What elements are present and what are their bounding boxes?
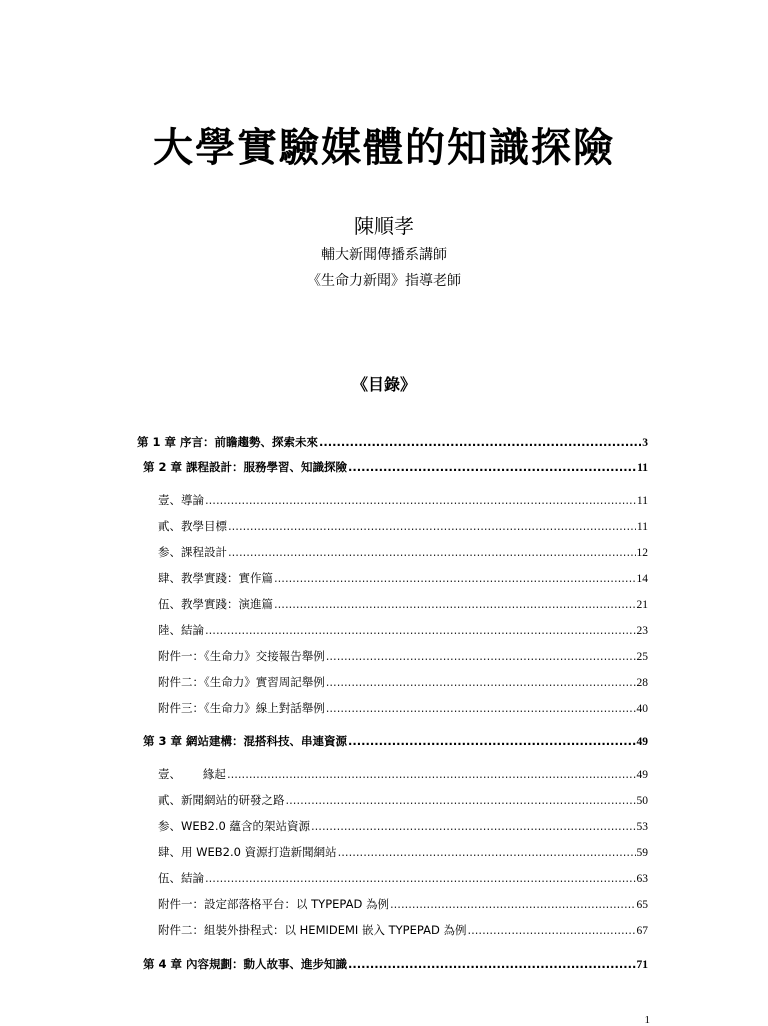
- toc-leader-dots: [338, 844, 636, 860]
- toc-entry-label: 伍、教學實踐：演進篇: [158, 597, 273, 611]
- toc-entry-label: 肆、用 WEB2.0 資源打造新聞網站: [158, 845, 337, 859]
- toc-leader-dots: [326, 700, 636, 716]
- toc-leader-dots: [205, 870, 636, 886]
- page-number: 1: [644, 1014, 650, 1026]
- toc-entry-label: 附件一：《生命力》交接報告舉例: [158, 649, 325, 663]
- toc-entry-label: 参、WEB2.0 蘊含的架站資源: [158, 819, 310, 833]
- toc-entry-section[interactable]: [158, 622, 648, 638]
- toc-leader-dots: [274, 570, 636, 586]
- toc-entry-section[interactable]: [158, 492, 648, 508]
- toc-leader-dots: [348, 733, 635, 749]
- toc-entry-label: 陸、結論: [158, 623, 204, 637]
- toc-entry-page: 23: [636, 625, 648, 637]
- toc-entry-section[interactable]: [158, 596, 648, 612]
- toc-entry-label: 伍、結論: [158, 871, 204, 885]
- toc-entry-page: 71: [636, 959, 648, 971]
- toc-entry-appendix[interactable]: [158, 700, 648, 716]
- document-title: 大學實驗媒體的知識探險: [153, 125, 615, 171]
- toc-entry-appendix[interactable]: [158, 648, 648, 664]
- toc-leader-dots: [227, 766, 636, 782]
- toc-entry-label: 附件二：組裝外掛程式：以 HEMIDEMI 嵌入 TYPEPAD 為例: [158, 923, 467, 937]
- toc-leader-dots: [205, 492, 636, 508]
- toc-leader-dots: [390, 896, 636, 912]
- toc-entry-section[interactable]: [158, 844, 648, 860]
- toc-leader-dots: [326, 674, 636, 690]
- toc-entry-label: 附件三：《生命力》線上對話舉例: [158, 701, 325, 715]
- toc-entry-label: 第 1 章 序言：前瞻趨勢、探索未來: [137, 435, 319, 449]
- toc-entry-page: 63: [636, 873, 648, 885]
- toc-entry-page: 50: [636, 795, 648, 807]
- toc-entry-page: 49: [636, 736, 648, 748]
- toc-entry-page: 40: [636, 703, 648, 715]
- toc-entry-page: 11: [636, 495, 648, 507]
- toc-leader-dots: [228, 544, 636, 560]
- toc-leader-dots: [205, 622, 636, 638]
- toc-entry-section[interactable]: [158, 544, 648, 560]
- toc-entry-chapter-2[interactable]: [143, 459, 648, 475]
- author-affiliation-2: 《生命力新聞》指導老師: [307, 273, 461, 289]
- toc-leader-dots: [228, 518, 636, 534]
- toc-entry-label: 第 3 章 網站建構：混搭科技、串連資源: [143, 734, 348, 748]
- toc-entry-page: 11: [636, 521, 648, 533]
- toc-entry-label: 壹、導論: [158, 493, 204, 507]
- toc-entry-label: 参、課程設計: [158, 545, 227, 559]
- toc-leader-dots: [286, 792, 636, 808]
- toc-entry-section[interactable]: [158, 518, 648, 534]
- toc-entry-appendix[interactable]: [158, 896, 648, 912]
- toc-leader-dots: [274, 596, 636, 612]
- toc-leader-dots: [348, 956, 635, 972]
- toc-entry-page: 53: [636, 821, 648, 833]
- toc-entry-page: 3: [642, 437, 648, 449]
- toc-entry-label: 壹、 緣起: [158, 767, 226, 781]
- toc-entry-page: 65: [636, 899, 648, 911]
- toc-entry-appendix[interactable]: [158, 922, 648, 938]
- toc-entry-chapter-1[interactable]: [137, 434, 648, 450]
- toc-entry-section[interactable]: [158, 570, 648, 586]
- toc-leader-dots: [348, 459, 636, 475]
- toc-leader-dots: [326, 648, 636, 664]
- toc-entry-section[interactable]: [158, 766, 648, 782]
- toc-entry-appendix[interactable]: [158, 674, 648, 690]
- toc-entry-label: 貳、新聞網站的研發之路: [158, 793, 285, 807]
- toc-entry-chapter-3[interactable]: [143, 733, 648, 749]
- toc-entry-chapter-4[interactable]: [143, 956, 648, 972]
- toc-leader-dots: [311, 818, 636, 834]
- toc-entry-page: 21: [636, 599, 648, 611]
- toc-leader-dots: [467, 922, 635, 938]
- toc-entry-page: 49: [636, 769, 648, 781]
- toc-entry-page: 14: [636, 573, 648, 585]
- toc-entry-label: 附件二：《生命力》實習周記舉例: [158, 675, 325, 689]
- toc-entry-section[interactable]: [158, 870, 648, 886]
- toc-entry-section[interactable]: [158, 792, 648, 808]
- toc-entry-label: 肆、教學實踐：實作篇: [158, 571, 273, 585]
- toc-entry-page: 11: [637, 462, 648, 474]
- toc-entry-page: 67: [636, 925, 648, 937]
- toc-entry-label: 附件一：設定部落格平台：以 TYPEPAD 為例: [158, 897, 389, 911]
- toc-entry-page: 28: [636, 677, 648, 689]
- toc-entry-label: 第 2 章 課程設計：服務學習、知識探險: [143, 460, 348, 474]
- toc-heading: 《目錄》: [351, 375, 416, 394]
- toc-entry-label: 第 4 章 內容規劃：動人故事、進步知識: [143, 957, 348, 971]
- toc-entry-page: 59: [636, 847, 648, 859]
- toc-leader-dots: [319, 434, 641, 450]
- author-name: 陳順孝: [354, 214, 414, 238]
- toc-entry-section[interactable]: [158, 818, 648, 834]
- toc-entry-label: 貳、教學目標: [158, 519, 227, 533]
- author-affiliation-1: 輔大新聞傳播系講師: [321, 247, 447, 263]
- toc-entry-page: 25: [636, 651, 648, 663]
- toc-entry-page: 12: [636, 547, 648, 559]
